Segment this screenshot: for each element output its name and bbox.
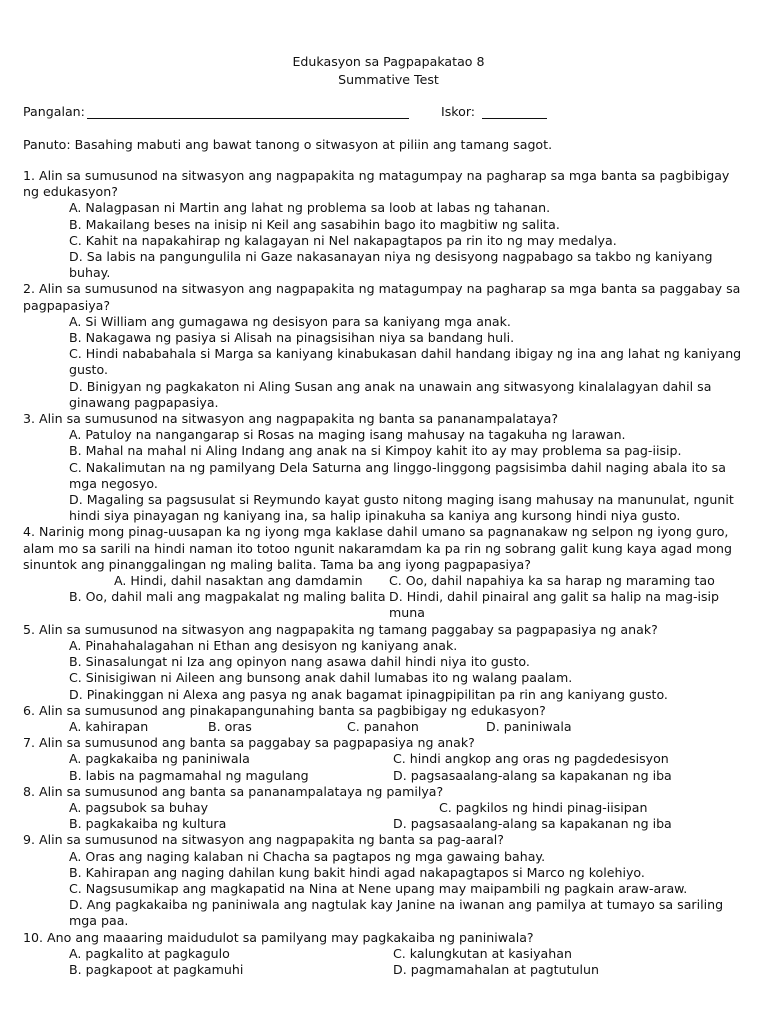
question-2 [23,281,748,411]
question-stem: 5. Alin sa sumusunod na sitwasyon ang nagpapakita ng tamang paggabay sa pagpapasiya ng anak? [23,621,658,637]
name-label: Pangalan: [23,104,85,119]
student-info-row [23,104,748,122]
option-b[interactable]: B. pagkapoot at pagkamuhi [69,961,244,977]
document-subtitle: Summative Test [338,72,439,87]
question-6 [23,703,748,735]
question-stem: 9. Alin sa sumusunod na sitwasyon ang nagpapakita ng banta sa pag-aaral? [23,832,504,848]
option-d[interactable]: D. Binigyan ng pagkakaton ni Aling Susan ang anak na unawain ang sitwasyong kinalalagyan dahil sa ginawang pagpapasiya. [69,378,712,410]
option-d[interactable]: D. pagsasaalang-alang sa kapakanan ng iba [393,816,672,832]
question-3 [23,411,748,524]
instructions: Panuto: Basahing mabuti ang bawat tanong o sitwasyon at piliin ang tamang sagot. [23,137,553,152]
option-a[interactable]: A. Si William ang gumagawa ng desisyon para sa kaniyang mga anak. [69,313,511,329]
question-5 [23,622,748,703]
score-field[interactable] [482,104,547,119]
option-d[interactable]: D. paniniwala [486,718,572,734]
option-c[interactable]: C. Nakalimutan na ng pamilyang Dela Saturna ang linggo-linggong pagsisimba dahil naging abala ito sa mga negosyo. [69,459,726,491]
question-4 [23,524,748,621]
option-a[interactable]: A. pagkakaiba ng paniniwala [69,751,250,767]
option-c[interactable]: C. Sinisigiwan ni Aileen ang bunsong anak dahil lumabas ito ng walang paalam. [69,670,573,686]
question-stem: 7. Alin sa sumusunod ang banta sa paggabay sa pagpapasiya ng anak? [23,735,475,751]
option-a[interactable]: A. pagkalito at pagkagulo [69,945,230,961]
option-b[interactable]: B. Makailang beses na inisip ni Keil ang sasabihin bago ito magbitiw ng salita. [69,216,560,232]
question-stem: 3. Alin sa sumusunod na sitwasyon ang nagpapakita ng banta sa pananampalataya? [23,411,559,427]
option-d[interactable]: D. Ang pagkakaiba ng paniniwala ang nagtulak kay Janine na iwanan ang pamilya at tumayo sa sariling mga paa. [69,897,724,929]
option-c[interactable]: C. hindi angkop ang oras ng pagdedesisyon [393,751,669,767]
question-stem: 10. Ano ang maaaring maidudulot sa pamilyang may pagkakaiba ng paniniwala? [23,929,534,945]
option-b[interactable]: B. Mahal na mahal ni Aling Indang ang anak na si Kimpoy kahit ito ay may problema sa pag-iisip. [69,443,682,459]
question-stem: 4. Narinig mong pinag-uusapan ka ng iyong mga kaklase dahil umano sa pagnanakaw ng selpon ng iyong guro, alam mo sa sarili na hindi naman ito totoo ngunit nakaramdam ka pa rin ng sobrang galit kung kaya agad mong sinuntok ang pinanggalingan ng maling balita. Tama ba ang iyong pagpapasiya? [23,524,733,572]
option-d[interactable]: D. Sa labis na pangungulila ni Gaze nakasanayan niya ng desisyong nagpabago sa takbo ng kaniyang buhay. [69,249,713,281]
option-d[interactable]: D. pagsasaalang-alang sa kapakanan ng iba [393,767,672,783]
option-b[interactable]: B. Oo, dahil mali ang magpakalat ng maling balita [69,589,386,605]
option-b[interactable]: B. labis na pagmamahal ng magulang [69,767,309,783]
option-a[interactable]: A. kahirapan [69,718,149,734]
option-b[interactable]: B. pagkakaiba ng kultura [69,816,227,832]
option-a[interactable]: A. Hindi, dahil nasaktan ang damdamin [114,573,363,589]
option-c[interactable]: C. Hindi nababahala si Marga sa kaniyang kinabukasan dahil handang ibigay ng ina ang lahat ng kaniyang gusto. [69,346,742,378]
option-c[interactable]: C. panahon [347,718,419,734]
option-c[interactable]: C. Nagsusumikap ang magkapatid na Nina at Nene upang may maipambili ng pagkain araw-araw. [69,880,688,896]
score-label: Iskor: [441,104,476,119]
test-document [23,53,748,978]
question-7 [23,735,748,784]
option-d[interactable]: D. Pinakinggan ni Alexa ang pasya ng anak bagamat ipinagpipilitan pa rin ang kaniyang gusto. [69,686,668,702]
option-a[interactable]: A. Pinahahalagahan ni Ethan ang desisyon ng kaniyang anak. [69,637,458,653]
question-1 [23,168,748,281]
option-c[interactable]: C. pagkilos ng hindi pinag-iisipan [439,799,648,815]
option-d[interactable]: D. pagmamahalan at pagtutulun [393,961,599,977]
option-c[interactable]: C. kalungkutan at kasiyahan [393,945,572,961]
question-list [23,168,748,978]
question-9 [23,832,748,929]
option-a[interactable]: A. Patuloy na nangangarap si Rosas na maging isang mahusay na tagakuha ng larawan. [69,427,626,443]
option-b[interactable]: B. Nakagawa ng pasiya si Alisah na pinagsisihan niya sa bandang huli. [69,330,515,346]
document-title: Edukasyon sa Pagpapakatao 8 [292,54,485,69]
question-stem: 8. Alin sa sumusunod ang banta sa pananampalataya ng pamilya? [23,783,444,799]
question-stem: 2. Alin sa sumusunod na sitwasyon ang nagpapakita ng matagumpay na pagharap sa mga banta sa paggabay sa pagpapasiya? [23,281,741,313]
question-8 [23,784,748,833]
question-10 [23,930,748,979]
question-stem: 6. Alin sa sumusunod ang pinakapangunahing banta sa pagbibigay ng edukasyon? [23,702,546,718]
option-a[interactable]: A. pagsubok sa buhay [69,799,209,815]
option-b[interactable]: B. Kahirapan ang naging dahilan kung bakit hindi agad nakapagtapos si Marco ng kolehiyo. [69,864,645,880]
question-stem: 1. Alin sa sumusunod na sitwasyon ang nagpapakita ng matagumpay na pagharap sa mga banta sa pagbibigay ng edukasyon? [23,168,730,200]
option-a[interactable]: A. Oras ang naging kalaban ni Chacha sa pagtapos ng mga gawaing bahay. [69,848,546,864]
name-field[interactable] [87,104,409,119]
option-d[interactable]: D. Magaling sa pagsusulat si Reymundo kayat gusto nitong maging isang mahusay na manunulat, ngunit hindi siya pinayagan ng kaniyang ina, sa halip ipinakuha sa kaniya ang kursong hindi niya gusto. [69,492,734,524]
option-b[interactable]: B. oras [208,718,252,734]
option-c[interactable]: C. Kahit na napakahirap ng kalagayan ni Nel nakapagtapos pa rin ito ng may medalya. [69,232,617,248]
option-c[interactable]: C. Oo, dahil napahiya ka sa harap ng maraming tao [389,573,715,589]
option-a[interactable]: A. Nalagpasan ni Martin ang lahat ng problema sa loob at labas ng tahanan. [69,200,551,216]
option-b[interactable]: B. Sinasalungat ni Iza ang opinyon nang asawa dahil hindi niya ito gusto. [69,654,530,670]
option-d[interactable]: D. Hindi, dahil pinairal ang galit sa halip na mag-isip muna [389,589,720,621]
